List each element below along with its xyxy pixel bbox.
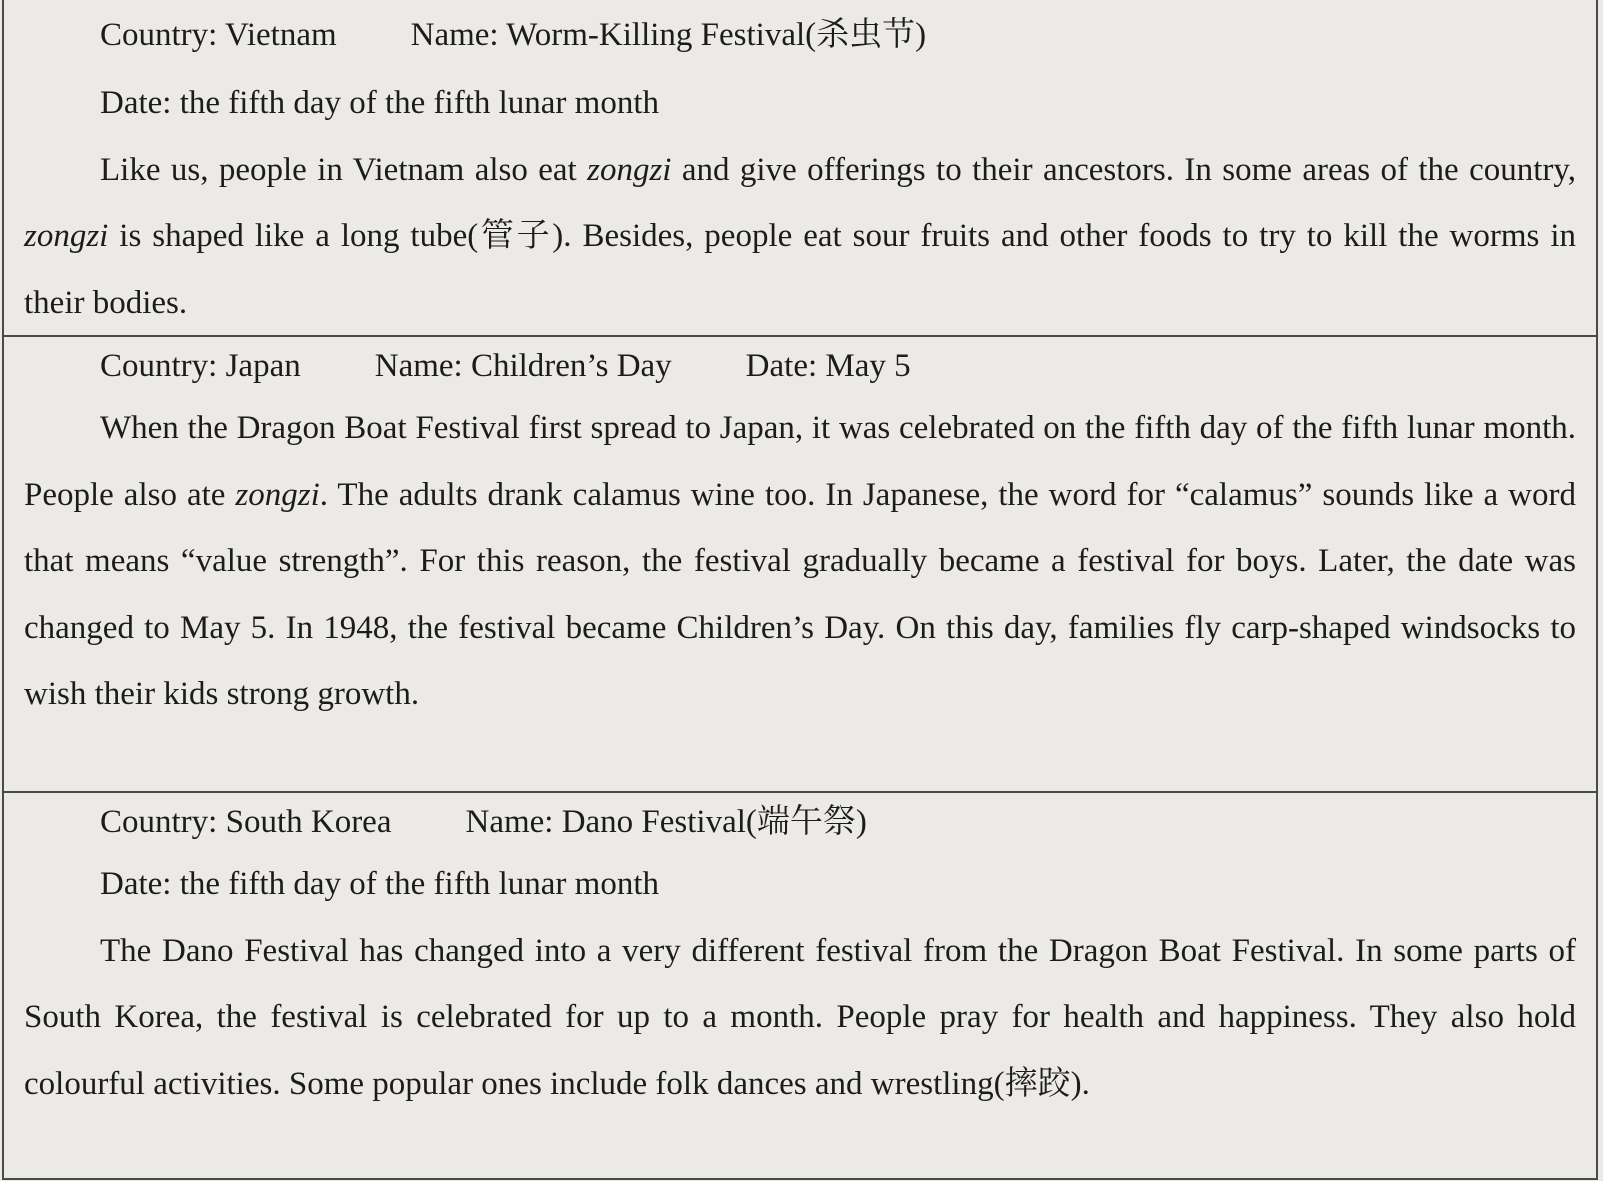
country-label: Country: Japan xyxy=(100,348,301,384)
italic-term: zongzi xyxy=(587,151,672,188)
festival-date: Date: the fifth day of the fifth lunar month xyxy=(100,866,660,902)
festival-date: Date: the fifth day of the fifth lunar month xyxy=(100,85,660,121)
description-paragraph: When the Dragon Boat Festival first spread to Japan, it was celebrated on the fifth day of the fifth lunar month. People also ate zongzi. The adults drank calamus wine too. In Japanese, the word for “calamus” sounds like a word that means “value strength”. For this reason, the festival gradually became a festival for boys. Later, the date was changed to May 5. In 1948, the festival became Children’s Day. On this day, families fly carp-shaped windsocks to wish their kids strong growth. xyxy=(24,410,1576,712)
table-row-japan xyxy=(4,337,1596,793)
country-label: Country: South Korea xyxy=(100,804,392,840)
date-line xyxy=(24,851,1576,918)
country-label: Country: Vietnam xyxy=(100,17,337,53)
description-paragraph: The Dano Festival has changed into a very different festival from the Dragon Boat Festival. In some parts of South Korea, the festival is celebrated for up to a month. People pray for health and happiness. They also hold colourful activities. Some popular ones include folk dances and wrestling(摔跤). xyxy=(24,932,1576,1102)
header-line xyxy=(24,793,1576,851)
festival-table xyxy=(2,0,1598,1180)
festival-name: Name: Dano Festival(端午祭) xyxy=(465,804,867,840)
description-paragraph: Like us, people in Vietnam also eat zongzi and give offerings to their ancestors. In some areas of the country, zongzi is shaped like a long tube(管子). Besides, people eat sour fruits and other foods to try to kill the worms in their bodies. xyxy=(24,151,1576,321)
festival-name: Name: Children’s Day xyxy=(374,348,672,384)
italic-term: zongzi xyxy=(235,476,320,513)
table-row-vietnam xyxy=(4,0,1596,337)
header-line xyxy=(24,0,1576,70)
table-row-south-korea xyxy=(4,793,1596,1178)
header-line xyxy=(24,337,1576,395)
date-line xyxy=(24,70,1576,137)
festival-name: Name: Worm-Killing Festival(杀虫节) xyxy=(410,17,927,53)
italic-term: zongzi xyxy=(24,218,109,254)
festival-date: Date: May 5 xyxy=(745,348,911,384)
